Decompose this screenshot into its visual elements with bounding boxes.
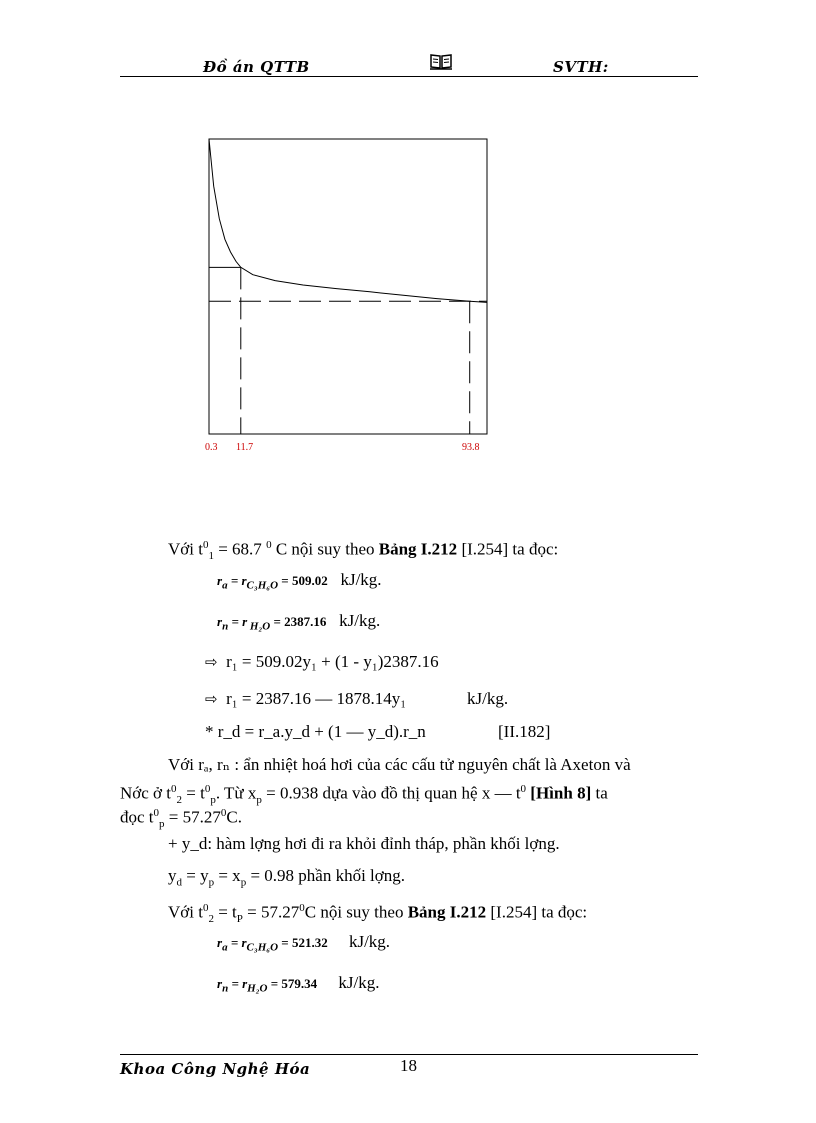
- x-tick-label: 11.7: [236, 442, 254, 453]
- reference: [II.182]: [498, 722, 551, 741]
- paragraph-line: $y_d = y_p = x_p = 0.98$ phần khối lợng.: [168, 866, 406, 889]
- book-icon: [429, 52, 453, 75]
- header-left: Đồ án QTTB: [203, 58, 310, 76]
- equation-rd: * r_d = r_a.y_d + (1 — y_d).r_n: [205, 722, 426, 741]
- footer-rule: [120, 1054, 698, 1055]
- x-tick-label: 93.8: [462, 442, 480, 453]
- equation-r1-simplified: ⇨ r₁ = 2387.16 — 1878.14y₁: [205, 689, 407, 708]
- formula-rn: $r_n = r$ $_{H_2O}$ = 2387.16 kJ/kg.: [217, 611, 381, 633]
- paragraph-line: Với $t^0_1 = 68.7$ $^0$ C nội suy theo Bảng I.212 [I.254] ta đọc:: [168, 539, 559, 563]
- formula-ra-2: $r_a = r_{C_3H_6O} = 521.32$ kJ/kg.: [217, 932, 391, 954]
- paragraph-line: Với $t^0_2 = t_P = 57.27^0C$ nội suy theo Bảng I.212 [I.254] ta đọc:: [168, 902, 588, 926]
- header-right: SVTH:: [553, 58, 609, 76]
- arrow-right-icon: ⇨: [205, 653, 218, 671]
- interpolation-chart: [200, 130, 500, 460]
- paragraph-line: đọc $t^0_p = 57.27^0C$.: [120, 807, 242, 831]
- formula-rn-2: $r_n = r_{H_2O} = 579.34$ kJ/kg.: [217, 973, 380, 995]
- paragraph-line: Với rₐ, rₙ : ẩn nhiệt hoá hơi của các cấu tử nguyên chất là Axeton và: [168, 755, 631, 774]
- arrow-right-icon: ⇨: [205, 690, 218, 708]
- header-rule: [120, 76, 698, 77]
- chart-frame: [209, 139, 487, 434]
- footer-left: Khoa Công Nghệ Hóa: [120, 1060, 311, 1078]
- formula-ra: $r_a = r_{C_3H_6O} = 509.02$ kJ/kg.: [217, 570, 382, 592]
- equation-unit: kJ/kg.: [467, 689, 509, 708]
- paragraph-line: + y_d: hàm lợng hơi đi ra khỏi đỉnh tháp, phần khối lợng.: [168, 834, 560, 853]
- equation-r1: ⇨ r₁ = 509.02y₁ + (1 - y₁)2387.16: [205, 652, 439, 671]
- curve-line: [209, 139, 487, 302]
- x-tick-label: 0.3: [205, 442, 218, 453]
- page-number: 18: [400, 1056, 417, 1075]
- paragraph-line: Nớc ở $t^0_2 = t^0_p$. Từ $x_p = 0.938$ dựa vào đồ thị quan hệ x — $t^0$ [Hình 8] ta: [120, 783, 608, 807]
